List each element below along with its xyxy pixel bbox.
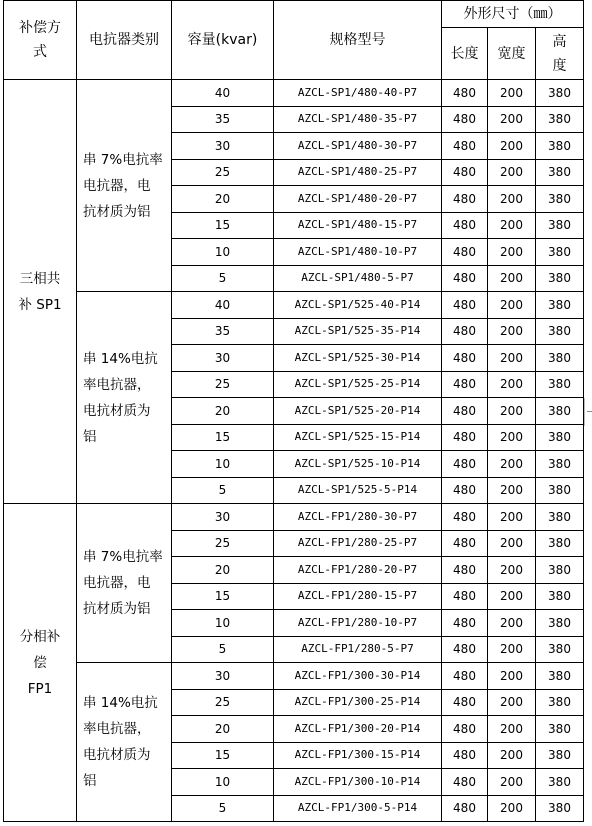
- header-height: 高 度: [536, 28, 584, 80]
- width-cell: 200: [488, 504, 536, 531]
- width-cell: 200: [488, 689, 536, 716]
- width-cell: 200: [488, 133, 536, 160]
- model-cell: AZCL-FP1/280-10-P7: [274, 610, 442, 637]
- length-cell: 480: [442, 424, 488, 451]
- model-cell: AZCL-FP1/300-30-P14: [274, 663, 442, 690]
- height-cell: 380: [536, 636, 584, 663]
- height-cell: 380: [536, 292, 584, 319]
- length-cell: 480: [442, 371, 488, 398]
- model-cell: AZCL-SP1/480-10-P7: [274, 239, 442, 266]
- width-cell: 200: [488, 239, 536, 266]
- model-cell: AZCL-SP1/525-20-P14: [274, 398, 442, 425]
- capacity-cell: 20: [172, 716, 274, 743]
- capacity-cell: 10: [172, 610, 274, 637]
- height-cell: 380: [536, 795, 584, 822]
- width-cell: 200: [488, 186, 536, 213]
- capacity-cell: 20: [172, 186, 274, 213]
- length-cell: 480: [442, 742, 488, 769]
- header-capacity: 容量(kvar): [172, 1, 274, 80]
- model-cell: AZCL-FP1/280-5-P7: [274, 636, 442, 663]
- length-cell: 480: [442, 769, 488, 796]
- height-cell: 380: [536, 451, 584, 478]
- height-cell: 380: [536, 424, 584, 451]
- capacity-cell: 25: [172, 530, 274, 557]
- length-cell: 480: [442, 557, 488, 584]
- model-cell: AZCL-SP1/480-15-P7: [274, 212, 442, 239]
- capacity-cell: 30: [172, 345, 274, 372]
- height-cell: 380: [536, 530, 584, 557]
- length-cell: 480: [442, 504, 488, 531]
- model-cell: AZCL-FP1/300-5-P14: [274, 795, 442, 822]
- width-cell: 200: [488, 106, 536, 133]
- length-cell: 480: [442, 212, 488, 239]
- width-cell: 200: [488, 318, 536, 345]
- header-type: 电抗器类别: [77, 1, 172, 80]
- model-cell: AZCL-SP1/525-30-P14: [274, 345, 442, 372]
- width-cell: 200: [488, 716, 536, 743]
- capacity-cell: 35: [172, 106, 274, 133]
- length-cell: 480: [442, 80, 488, 107]
- width-cell: 200: [488, 477, 536, 504]
- height-cell: 380: [536, 716, 584, 743]
- table-row: [4, 80, 584, 107]
- length-cell: 480: [442, 106, 488, 133]
- width-cell: 200: [488, 212, 536, 239]
- length-cell: 480: [442, 292, 488, 319]
- capacity-cell: 5: [172, 636, 274, 663]
- model-cell: AZCL-SP1/525-40-P14: [274, 292, 442, 319]
- length-cell: 480: [442, 133, 488, 160]
- header-mode: 补偿方 式: [4, 1, 77, 80]
- header-model: 规格型号: [274, 1, 442, 80]
- model-cell: AZCL-SP1/480-25-P7: [274, 159, 442, 186]
- height-cell: 380: [536, 583, 584, 610]
- height-cell: 380: [536, 610, 584, 637]
- spec-table: [3, 0, 584, 822]
- length-cell: 480: [442, 795, 488, 822]
- model-cell: AZCL-SP1/480-30-P7: [274, 133, 442, 160]
- header-width: 宽度: [488, 28, 536, 80]
- model-cell: AZCL-FP1/280-30-P7: [274, 504, 442, 531]
- compensation-mode-cell: 分相补 偿 FP1: [4, 504, 77, 822]
- capacity-cell: 10: [172, 769, 274, 796]
- height-cell: 380: [536, 742, 584, 769]
- width-cell: 200: [488, 769, 536, 796]
- table-body: [4, 1, 584, 822]
- height-cell: 380: [536, 318, 584, 345]
- model-cell: AZCL-SP1/525-5-P14: [274, 477, 442, 504]
- model-cell: AZCL-FP1/280-15-P7: [274, 583, 442, 610]
- height-cell: 380: [536, 239, 584, 266]
- length-cell: 480: [442, 239, 488, 266]
- width-cell: 200: [488, 80, 536, 107]
- height-cell: 380: [536, 504, 584, 531]
- length-cell: 480: [442, 345, 488, 372]
- length-cell: 480: [442, 583, 488, 610]
- capacity-cell: 20: [172, 557, 274, 584]
- width-cell: 200: [488, 530, 536, 557]
- capacity-cell: 15: [172, 583, 274, 610]
- reactor-type-cell: 串 14%电抗 率电抗器， 电抗材质为 铝: [77, 663, 172, 822]
- capacity-cell: 10: [172, 239, 274, 266]
- height-cell: 380: [536, 371, 584, 398]
- length-cell: 480: [442, 716, 488, 743]
- capacity-cell: 15: [172, 742, 274, 769]
- height-cell: 380: [536, 80, 584, 107]
- width-cell: 200: [488, 557, 536, 584]
- edge-tick: [587, 411, 592, 412]
- height-cell: 380: [536, 689, 584, 716]
- length-cell: 480: [442, 318, 488, 345]
- width-cell: 200: [488, 398, 536, 425]
- capacity-cell: 30: [172, 133, 274, 160]
- width-cell: 200: [488, 610, 536, 637]
- width-cell: 200: [488, 292, 536, 319]
- model-cell: AZCL-SP1/480-20-P7: [274, 186, 442, 213]
- width-cell: 200: [488, 424, 536, 451]
- capacity-cell: 25: [172, 689, 274, 716]
- length-cell: 480: [442, 636, 488, 663]
- width-cell: 200: [488, 451, 536, 478]
- width-cell: 200: [488, 345, 536, 372]
- compensation-mode-cell: 三相共 补 SP1: [4, 80, 77, 504]
- model-cell: AZCL-FP1/300-25-P14: [274, 689, 442, 716]
- table-row: [4, 663, 584, 690]
- height-cell: 380: [536, 133, 584, 160]
- height-cell: 380: [536, 557, 584, 584]
- reactor-type-cell: 串 7%电抗率 电抗器，电 抗材质为铝: [77, 80, 172, 292]
- capacity-cell: 5: [172, 477, 274, 504]
- model-cell: AZCL-FP1/300-10-P14: [274, 769, 442, 796]
- width-cell: 200: [488, 742, 536, 769]
- model-cell: AZCL-SP1/480-40-P7: [274, 80, 442, 107]
- model-cell: AZCL-FP1/300-20-P14: [274, 716, 442, 743]
- capacity-cell: 15: [172, 424, 274, 451]
- header-dimensions: 外形尺寸（㎜）: [442, 1, 584, 28]
- capacity-cell: 30: [172, 663, 274, 690]
- capacity-cell: 40: [172, 80, 274, 107]
- table-row: [4, 504, 584, 531]
- model-cell: AZCL-FP1/280-25-P7: [274, 530, 442, 557]
- length-cell: 480: [442, 477, 488, 504]
- length-cell: 480: [442, 663, 488, 690]
- width-cell: 200: [488, 371, 536, 398]
- capacity-cell: 5: [172, 265, 274, 292]
- header-length: 长度: [442, 28, 488, 80]
- height-cell: 380: [536, 345, 584, 372]
- capacity-cell: 5: [172, 795, 274, 822]
- length-cell: 480: [442, 186, 488, 213]
- capacity-cell: 25: [172, 371, 274, 398]
- scroll-edge-marker: [584, 398, 592, 426]
- model-cell: AZCL-FP1/280-20-P7: [274, 557, 442, 584]
- length-cell: 480: [442, 159, 488, 186]
- height-cell: 380: [536, 769, 584, 796]
- capacity-cell: 30: [172, 504, 274, 531]
- capacity-cell: 40: [172, 292, 274, 319]
- length-cell: 480: [442, 610, 488, 637]
- model-cell: AZCL-FP1/300-15-P14: [274, 742, 442, 769]
- length-cell: 480: [442, 530, 488, 557]
- table-row: [4, 292, 584, 319]
- length-cell: 480: [442, 451, 488, 478]
- width-cell: 200: [488, 265, 536, 292]
- capacity-cell: 10: [172, 451, 274, 478]
- model-cell: AZCL-SP1/525-10-P14: [274, 451, 442, 478]
- length-cell: 480: [442, 689, 488, 716]
- width-cell: 200: [488, 636, 536, 663]
- capacity-cell: 20: [172, 398, 274, 425]
- height-cell: 380: [536, 186, 584, 213]
- width-cell: 200: [488, 795, 536, 822]
- height-cell: 380: [536, 106, 584, 133]
- reactor-type-cell: 串 14%电抗 率电抗器， 电抗材质为 铝: [77, 292, 172, 504]
- width-cell: 200: [488, 159, 536, 186]
- model-cell: AZCL-SP1/525-25-P14: [274, 371, 442, 398]
- model-cell: AZCL-SP1/480-35-P7: [274, 106, 442, 133]
- model-cell: AZCL-SP1/525-15-P14: [274, 424, 442, 451]
- height-cell: 380: [536, 159, 584, 186]
- height-cell: 380: [536, 663, 584, 690]
- header-row: [4, 1, 584, 28]
- reactor-type-cell: 串 7%电抗率 电抗器，电 抗材质为铝: [77, 504, 172, 663]
- height-cell: 380: [536, 212, 584, 239]
- capacity-cell: 15: [172, 212, 274, 239]
- width-cell: 200: [488, 583, 536, 610]
- model-cell: AZCL-SP1/525-35-P14: [274, 318, 442, 345]
- capacity-cell: 35: [172, 318, 274, 345]
- height-cell: 380: [536, 265, 584, 292]
- model-cell: AZCL-SP1/480-5-P7: [274, 265, 442, 292]
- width-cell: 200: [488, 663, 536, 690]
- capacity-cell: 25: [172, 159, 274, 186]
- length-cell: 480: [442, 265, 488, 292]
- height-cell: 380: [536, 398, 584, 425]
- length-cell: 480: [442, 398, 488, 425]
- height-cell: 380: [536, 477, 584, 504]
